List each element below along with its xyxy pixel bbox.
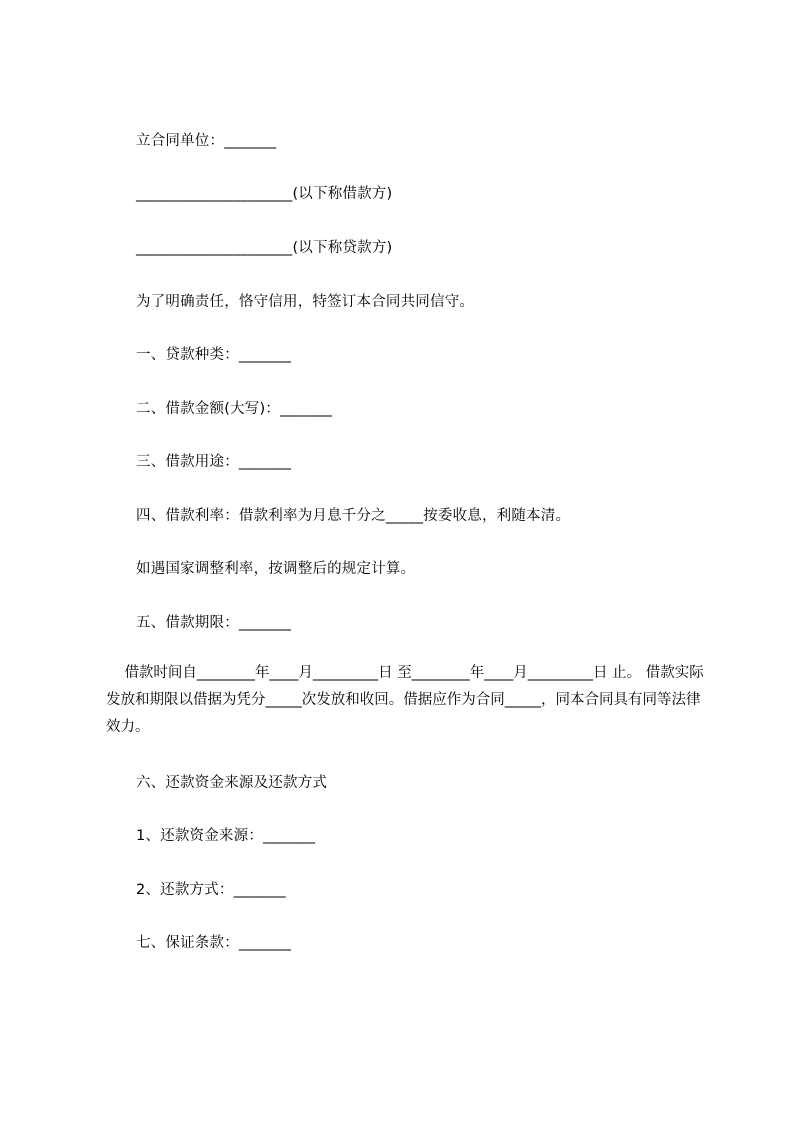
loan-type-line: 一、贷款种类：_______ — [136, 347, 292, 363]
repayment-method-line: 2、还款方式：_______ — [136, 882, 286, 898]
repayment-heading-line: 六、还款资金来源及还款方式 — [136, 775, 328, 791]
loan-amount-line: 二、借款金额(大写)：_______ — [136, 401, 333, 417]
lender-line: _____________________(以下称贷款方) — [136, 240, 393, 256]
loan-period-paragraph: 借款时间自________年____月_________日 至________年____月_________日 止。 借款实际发放和期限以借据为凭分_____次发放和收回。借据应作为合同_____，同本合同具有同等法律效力。 — [106, 665, 704, 735]
preamble-line: 为了明确责任，恪守信用，特签订本合同共同信守。 — [136, 294, 475, 310]
rate-adjustment-line: 如遇国家调整利率，按调整后的规定计算。 — [136, 561, 416, 577]
guarantee-clause-line: 七、保证条款：_______ — [136, 935, 292, 951]
interest-rate-line: 四、借款利率：借款利率为月息千分之_____按委收息，利随本清。 — [136, 508, 571, 524]
loan-purpose-line: 三、借款用途：_______ — [136, 454, 292, 470]
borrower-line: _____________________(以下称借款方) — [136, 186, 393, 202]
loan-term-line: 五、借款期限：_______ — [136, 615, 292, 631]
contract-party-line: 立合同单位：_______ — [136, 133, 277, 149]
repayment-source-line: 1、还款资金来源：_______ — [136, 828, 316, 844]
